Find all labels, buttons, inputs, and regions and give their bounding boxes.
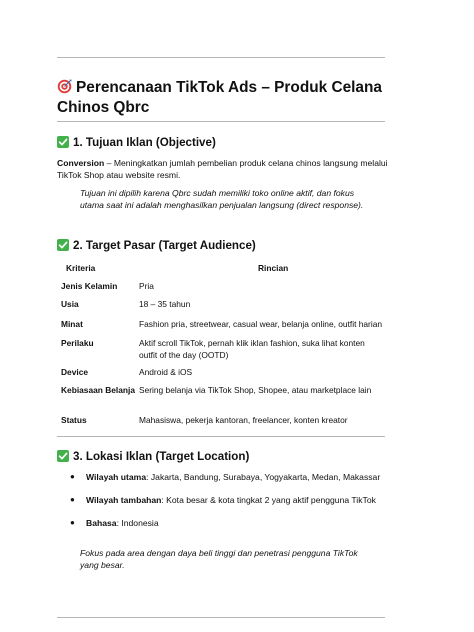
list-item: Wilayah tambahan: Kota besar & kota tingkat 2 yang aktif pengguna TikTok xyxy=(86,495,376,505)
table-row-key: Perilaku xyxy=(61,338,94,348)
section-location-heading: 3. Lokasi Iklan (Target Location) xyxy=(57,450,249,464)
table-row-key: Status xyxy=(61,415,87,425)
target-icon xyxy=(57,79,72,94)
table-row-key: Usia xyxy=(61,299,79,309)
objective-label: Conversion xyxy=(57,158,105,168)
table-row-value: Mahasiswa, pekerja kantoran, freelancer, konten kreator xyxy=(139,415,348,425)
table-row-value: Aktif scroll TikTok, pernah klik iklan fashion, suka lihat konten outfit of the day (OOTD) xyxy=(139,338,365,360)
bullet-icon: ● xyxy=(70,518,75,527)
check-mark-icon xyxy=(57,450,69,462)
objective-paragraph xyxy=(57,157,397,181)
table-row-key: Jenis Kelamin xyxy=(61,281,118,291)
list-item: Wilayah utama: Jakarta, Bandung, Surabaya, Yogyakarta, Medan, Makassar xyxy=(86,472,381,482)
section-audience-heading: 2. Target Pasar (Target Audience) xyxy=(57,239,256,253)
bottom-divider xyxy=(57,617,385,618)
table-row-value: Fashion pria, streetwear, casual wear, belanja online, outfit harian xyxy=(139,319,383,329)
bullet-icon: ● xyxy=(70,472,75,481)
objective-text: – Meningkatkan jumlah pembelian produk celana chinos langsung melalui TikTok Shop atau website resmi. xyxy=(57,158,388,180)
table-row-value: 18 – 35 tahun xyxy=(139,299,191,309)
page-title-text: Perencanaan TikTok Ads – Produk Celana Chinos Qbrc xyxy=(57,79,382,116)
objective-note: Tujuan ini dipilih karena Qbrc sudah memiliki toko online aktif, dan fokus utama saat ini adalah menghasilkan penjualan langsung (direct response). xyxy=(80,188,364,210)
table-row-key: Device xyxy=(61,367,89,377)
table-row-key: Kebiasaan Belanja xyxy=(61,385,136,395)
table-row-value: Android & iOS xyxy=(139,367,193,377)
table-header-kriteria: Kriteria xyxy=(66,263,96,273)
top-divider xyxy=(57,57,385,58)
check-mark-icon xyxy=(57,239,69,251)
table-row-value: Sering belanja via TikTok Shop, Shopee, atau marketplace lain xyxy=(139,385,372,395)
title-divider xyxy=(57,121,385,122)
table-header-rincian: Rincian xyxy=(258,263,289,273)
section-objective-heading: 1. Tujuan Iklan (Objective) xyxy=(57,136,216,150)
section-divider xyxy=(57,436,385,437)
check-mark-icon xyxy=(57,136,69,148)
table-row-key: Minat xyxy=(61,319,83,329)
bullet-icon: ● xyxy=(70,495,75,504)
list-item: Bahasa: Indonesia xyxy=(86,518,159,528)
table-row-value: Pria xyxy=(139,281,154,291)
location-note: Fokus pada area dengan daya beli tinggi dan penetrasi pengguna TikTok yang besar. xyxy=(80,548,358,570)
page-title xyxy=(57,78,397,118)
